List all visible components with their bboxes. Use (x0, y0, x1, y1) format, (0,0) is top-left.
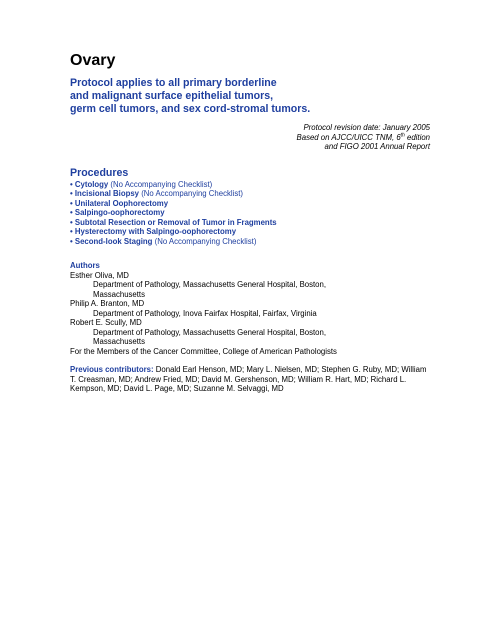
edition-suffix: edition (404, 132, 430, 142)
procedure-item (70, 180, 430, 190)
scope-line: germ cell tumors, and sex cord-stromal tumors. (70, 103, 311, 115)
revision-date: Protocol revision date: January 2005 (303, 123, 430, 132)
procedure-item (70, 227, 430, 237)
revision-info (70, 123, 430, 152)
author-affiliation: Massachusetts (93, 289, 146, 299)
contributors-label: Previous contributors: (70, 365, 154, 375)
committee-note: For the Members of the Cancer Committee, College of American Pathologists (70, 346, 337, 356)
previous-contributors (70, 365, 430, 394)
procedure-note: (No Accompanying Checklist) (152, 236, 257, 246)
procedures-list (70, 180, 430, 247)
document-page (70, 52, 430, 394)
procedure-note: (No Accompanying Checklist) (139, 189, 244, 199)
tnm-edition (70, 133, 430, 143)
author-affiliation: Department of Pathology, Inova Fairfax Hospital, Fairfax, Virginia (93, 308, 317, 318)
procedure-item (70, 218, 430, 228)
edition-superscript: th (400, 132, 405, 138)
protocol-scope (70, 77, 430, 116)
procedure-item (70, 199, 430, 209)
procedure-note: (No Accompanying Checklist) (108, 179, 213, 189)
author-name: Esther Oliva, MD (70, 270, 129, 280)
scope-line: and malignant surface epithelial tumors, (70, 90, 274, 102)
authors-list (70, 271, 430, 357)
author-name: Robert E. Scully, MD (70, 318, 142, 328)
procedure-label: • Salpingo-oophorectomy (70, 208, 165, 218)
contributors-text: Donald Earl Henson, MD; Mary L. Nielsen, MD; Stephen G. Ruby, MD; William T. Creasman, MD; Andrew Fried, MD; David M. Gershenson, MD; William R. Hart, MD; Richard L. Kempson, MD; David L. Page, MD; Suzanne M. Selvaggi, MD (70, 365, 427, 394)
author-name: Philip A. Branton, MD (70, 299, 145, 309)
procedure-label: • Incisional Biopsy (70, 189, 140, 199)
procedure-item (70, 208, 430, 218)
author-affiliation: Department of Pathology, Massachusetts General Hospital, Boston, (93, 327, 327, 337)
procedures-heading: Procedures (70, 166, 129, 179)
author-affiliation: Department of Pathology, Massachusetts General Hospital, Boston, (93, 280, 327, 290)
author-affiliation: Massachusetts (93, 337, 146, 347)
figo-report: and FIGO 2001 Annual Report (324, 142, 430, 152)
page-title: Ovary (70, 52, 116, 69)
procedure-label: • Hysterectomy with Salpingo-oophorectomy (70, 227, 237, 237)
procedure-label: • Cytology (70, 179, 109, 189)
procedure-label: • Second-look Staging (70, 236, 153, 246)
authors-heading: Authors (70, 261, 100, 271)
tnm-edition-text: Based on AJCC/UICC TNM, 6 (296, 132, 401, 142)
procedure-item (70, 189, 430, 199)
procedure-label: • Subtotal Resection or Removal of Tumor in Fragments (70, 217, 277, 227)
procedure-item (70, 237, 430, 247)
procedure-label: • Unilateral Oophorectomy (70, 198, 169, 208)
scope-line: Protocol applies to all primary borderline (70, 77, 277, 89)
